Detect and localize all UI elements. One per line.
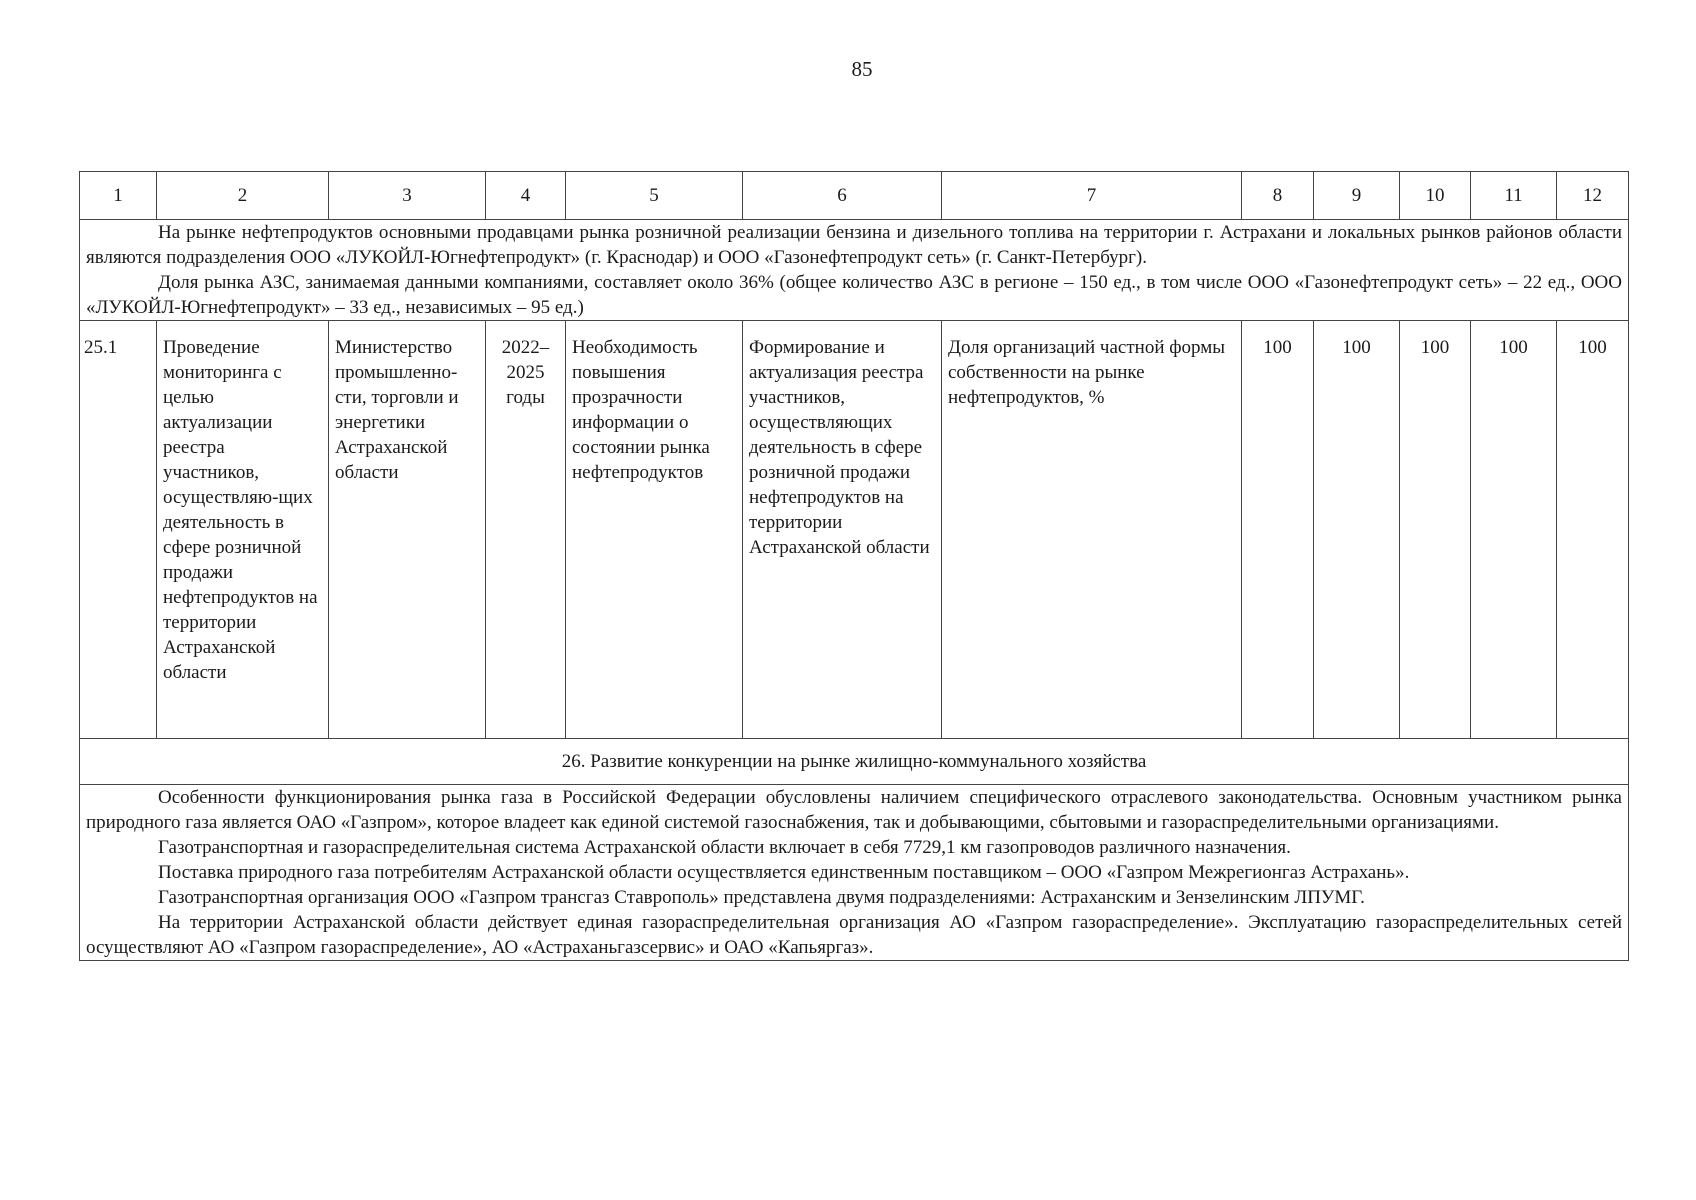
- section-text: [80, 785, 1629, 961]
- row-value: 100: [1314, 321, 1400, 739]
- column-header: 6: [743, 172, 942, 220]
- row-period: 2022–2025 годы: [486, 321, 566, 739]
- column-number-row: [80, 172, 1629, 220]
- section-title: 26. Развитие конкуренции на рынке жилищно-коммунального хозяйства: [80, 739, 1629, 785]
- column-header: 10: [1400, 172, 1471, 220]
- intro-paragraph: Доля рынка АЗС, занимаемая данными компаниями, составляет около 36% (общее количество АЗС в регионе – 150 ед., в том числе ООО «Газонефтепродукт сеть» – 22 ед., ООО «ЛУКОЙЛ-Югнефтепродукт» – 33 ед., независимых – 95 ед.): [86, 272, 1622, 318]
- row-value: 100: [1557, 321, 1629, 739]
- row-indicator: Доля организаций частной формы собственности на рынке нефтепродуктов, %: [942, 321, 1242, 739]
- row-measure: Проведение мониторинга с целью актуализации реестра участников, осуществляю-щих деятельность в сфере розничной продажи нефтепродуктов на территории Астраханской области: [157, 321, 329, 739]
- section-text-row: [80, 785, 1629, 961]
- intro-paragraph: На рынке нефтепродуктов основными продавцами рынка розничной реализации бензина и дизельного топлива на территории г. Астрахани и локальных рынков районов области являются подразделения ООО «ЛУКОЙЛ-Югнефтепродукт» (г. Краснодар) и ООО «Газонефтепродукт сеть» (г. Санкт-Петербург).: [86, 222, 1622, 268]
- column-header: 12: [1557, 172, 1629, 220]
- page-number: 85: [851, 57, 873, 81]
- section-paragraph: На территории Астраханской области действует единая газораспределительная организация АО «Газпром газораспределение». Эксплуатацию газораспределительных сетей осуществляют АО «Газпром газораспределение», АО «Астраханьгазсервис» и ОАО «Капьяргаз».: [86, 912, 1622, 958]
- row-responsible: Министерство промышленно-сти, торговли и энергетики Астраханской области: [329, 321, 486, 739]
- intro-text-row: [80, 220, 1629, 321]
- row-problem: Необходимость повышения прозрачности информации о состоянии рынка нефтепродуктов: [566, 321, 743, 739]
- column-header: 5: [566, 172, 743, 220]
- column-header: 11: [1471, 172, 1557, 220]
- table-row: [80, 321, 1629, 739]
- column-header: 9: [1314, 172, 1400, 220]
- row-value: 100: [1471, 321, 1557, 739]
- section-row: [80, 739, 1629, 785]
- section-paragraph: Газотранспортная организация ООО «Газпром трансгаз Ставрополь» представлена двумя подразделениями: Астраханским и Зензелинским ЛПУМГ.: [158, 887, 1365, 908]
- measures-table: [79, 171, 1629, 961]
- column-header: 7: [942, 172, 1242, 220]
- intro-text: [80, 220, 1629, 321]
- column-header: 4: [486, 172, 566, 220]
- row-number: 25.1: [80, 321, 157, 739]
- column-header: 8: [1242, 172, 1314, 220]
- column-header: 1: [80, 172, 157, 220]
- section-paragraph: Газотранспортная и газораспределительная система Астраханской области включает в себя 7729,1 км газопроводов различного назначения.: [158, 837, 1291, 858]
- row-value: 100: [1242, 321, 1314, 739]
- section-paragraph: Особенности функционирования рынка газа в Российской Федерации обусловлены наличием специфического отраслевого законодательства. Основным участником рынка природного газа является ОАО «Газпром», которое владеет как единой системой газоснабжения, так и добывающими, сбытовыми и газораспределительными организациями.: [86, 787, 1622, 833]
- column-header: 2: [157, 172, 329, 220]
- column-header: 3: [329, 172, 486, 220]
- row-result: Формирование и актуализация реестра участников, осуществляющих деятельность в сфере розничной продажи нефтепродуктов на территории Астраханской области: [743, 321, 942, 739]
- section-paragraph: Поставка природного газа потребителям Астраханской области осуществляется единственным поставщиком – ООО «Газпром Межрегионгаз Астрахань».: [158, 862, 1410, 883]
- row-value: 100: [1400, 321, 1471, 739]
